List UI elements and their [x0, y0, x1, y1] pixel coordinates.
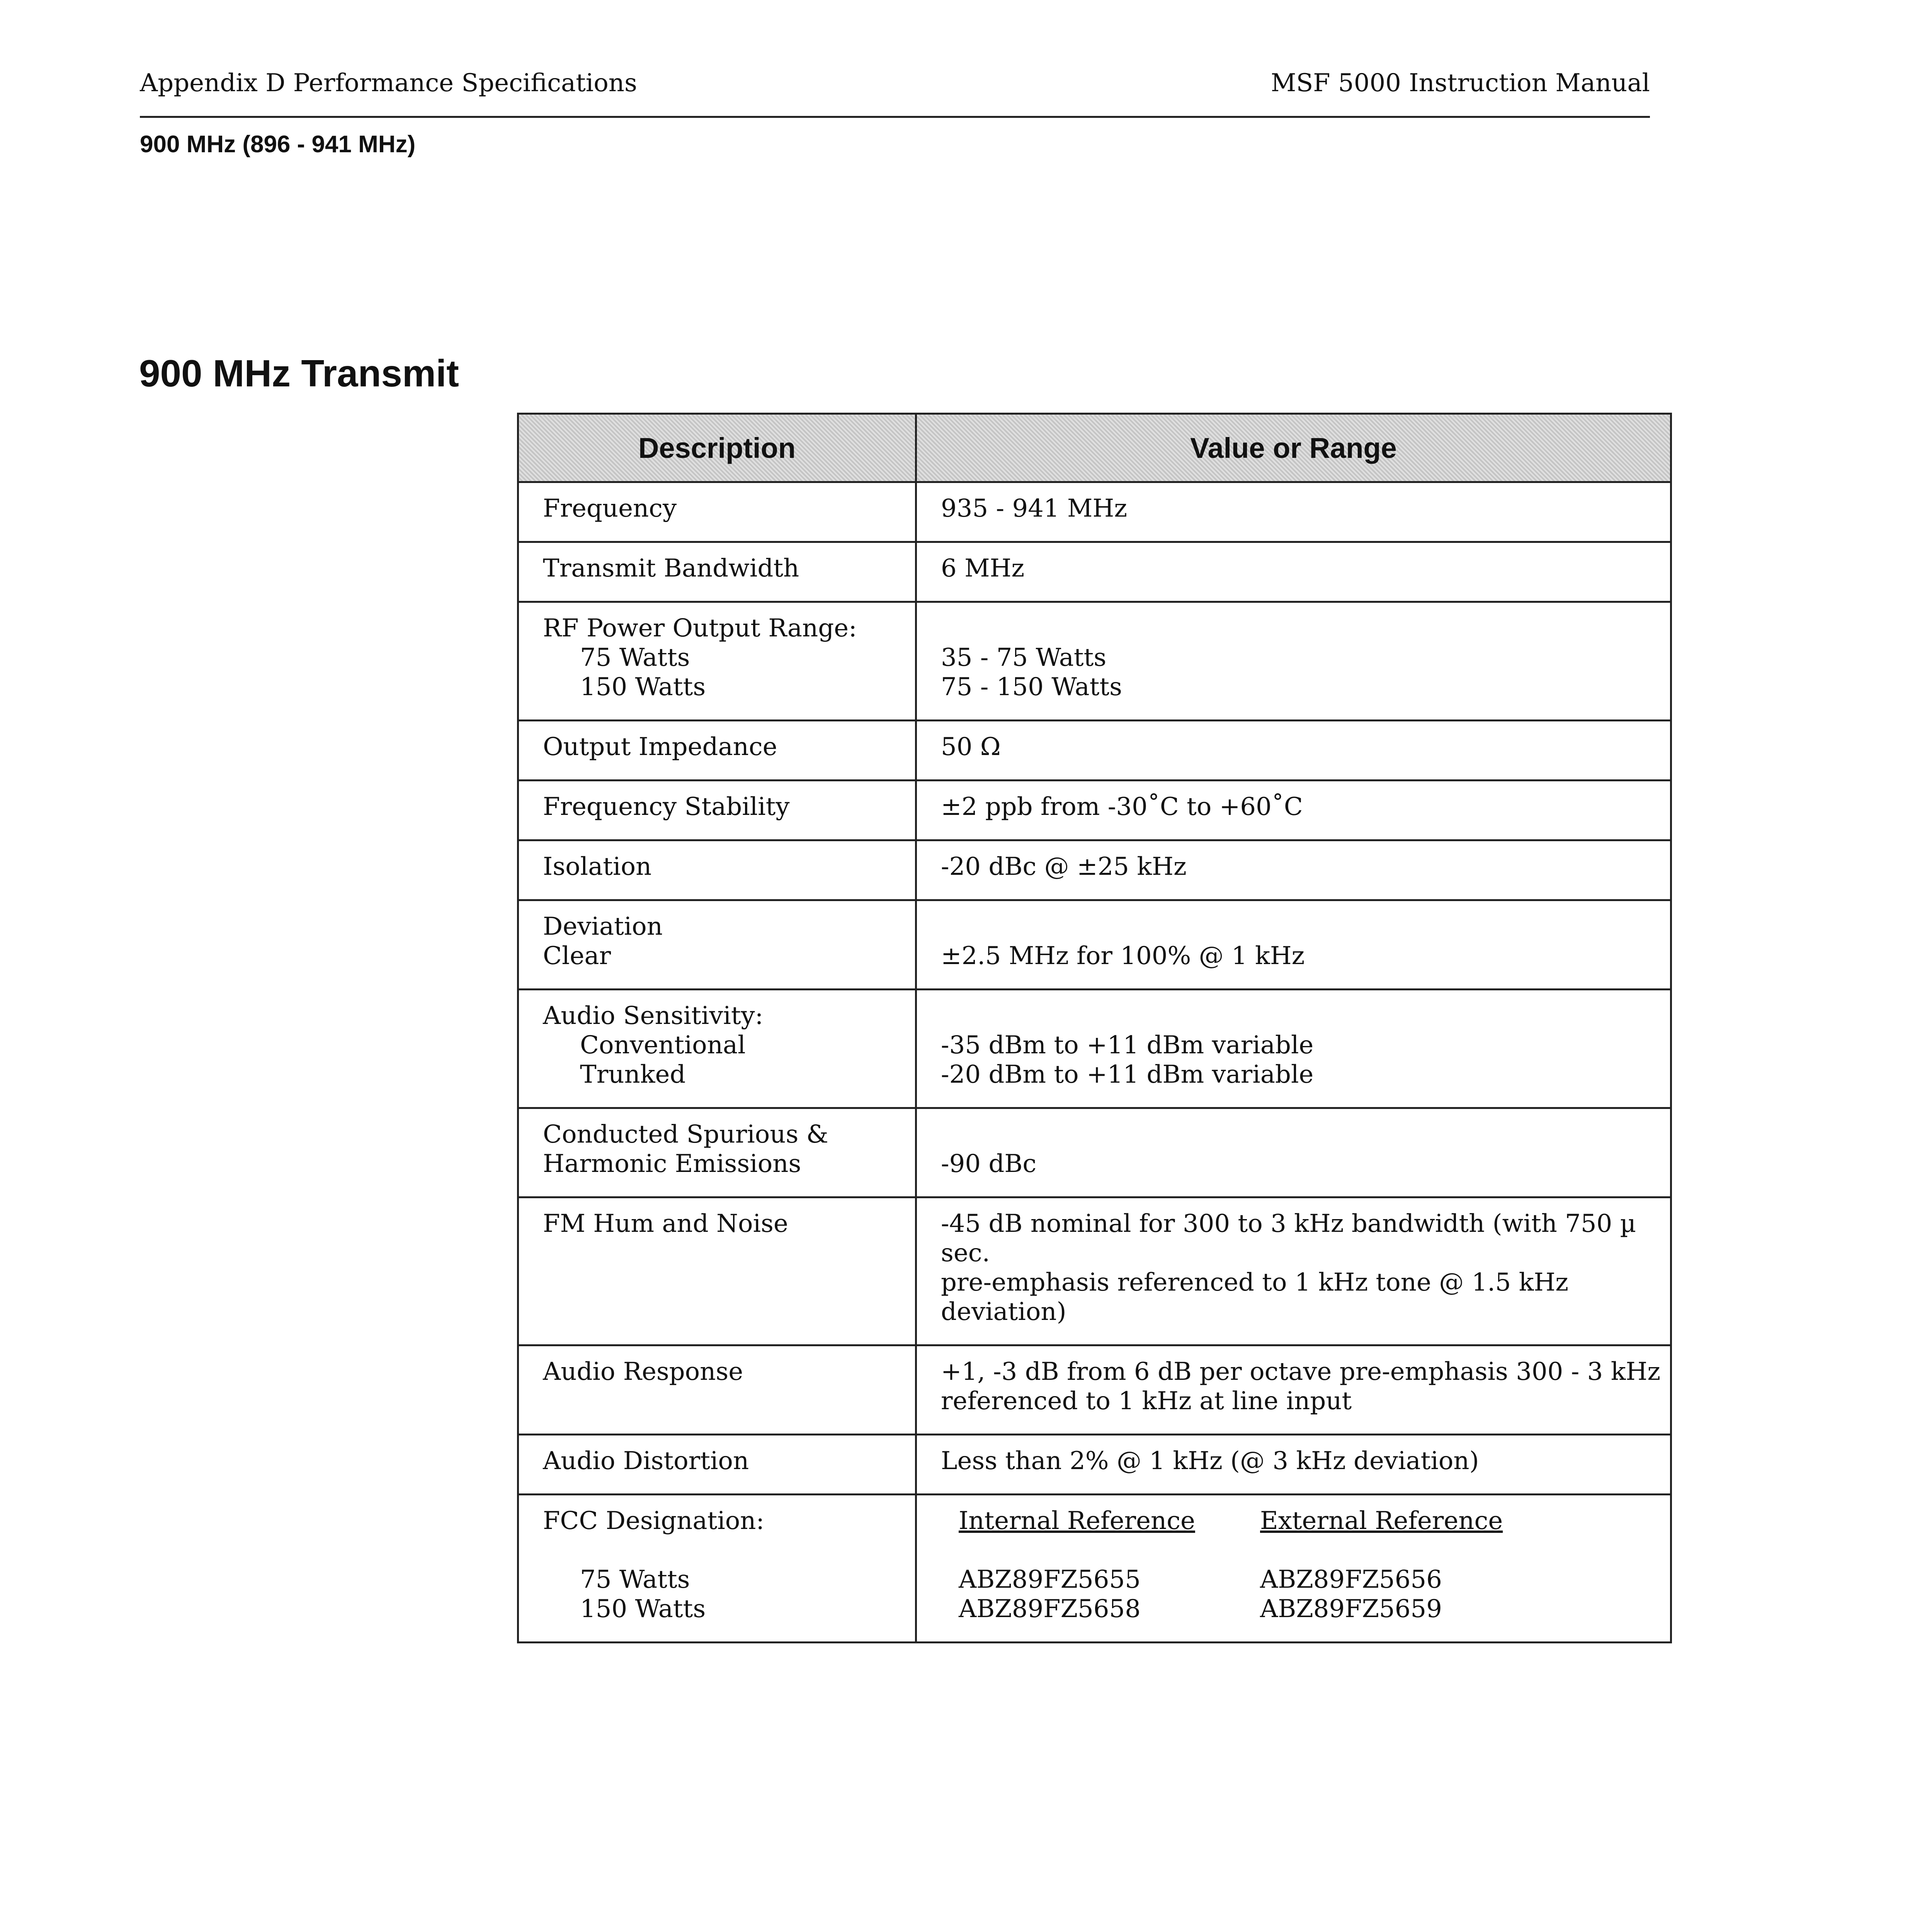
cell-desc — [518, 781, 916, 840]
desc-text: Clear — [543, 942, 611, 970]
desc-text: Frequency — [543, 494, 677, 523]
value-text: pre-emphasis referenced to 1 kHz tone @ 1.5 kHz deviation) — [941, 1268, 1568, 1326]
cell-desc — [518, 482, 916, 542]
desc-sub: 150 Watts — [580, 1595, 706, 1623]
value-text: +1, -3 dB from 6 dB per octave pre-emphasis 300 - 3 kHz — [941, 1357, 1661, 1386]
cell-desc — [518, 1495, 916, 1643]
fcc-internal-value: ABZ89FZ5655 — [959, 1565, 1141, 1594]
spec-table — [517, 413, 1672, 1643]
row-spurious — [518, 1108, 1671, 1197]
header-rule — [140, 116, 1650, 118]
cell-value — [916, 900, 1671, 990]
header-value: Value or Range — [916, 414, 1671, 482]
desc-sub: Trunked — [580, 1060, 686, 1089]
desc-text: Audio Distortion — [543, 1447, 749, 1475]
row-rf-power — [518, 602, 1671, 721]
cell-desc — [518, 900, 916, 990]
desc-text: Transmit Bandwidth — [543, 554, 799, 583]
cell-value — [916, 1435, 1671, 1495]
desc-text: Conducted Spurious & — [543, 1120, 828, 1149]
desc-text: Audio Response — [543, 1357, 743, 1386]
cell-desc — [518, 542, 916, 602]
value-text: ±2.5 MHz for 100% @ 1 kHz — [941, 942, 1305, 970]
value-text: -45 dB nominal for 300 to 3 kHz bandwidth (with 750 µ sec. — [941, 1209, 1636, 1267]
fcc-internal-header: Internal Reference — [959, 1507, 1195, 1535]
row-audio-sensitivity — [518, 990, 1671, 1108]
value-text: -20 dBc @ ±25 kHz — [941, 852, 1187, 881]
cell-value — [916, 1495, 1671, 1643]
fcc-external-header: External Reference — [1260, 1507, 1503, 1535]
cell-value — [916, 542, 1671, 602]
value-text: ±2 ppb from -30˚C to +60˚C — [941, 793, 1303, 821]
desc-sub: 75 Watts — [580, 1565, 690, 1594]
desc-sub: 150 Watts — [580, 673, 706, 701]
cell-value — [916, 602, 1671, 721]
value-text: -35 dBm to +11 dBm variable — [941, 1031, 1314, 1060]
cell-value — [916, 1197, 1671, 1345]
row-bandwidth — [518, 542, 1671, 602]
fcc-grid — [941, 1506, 1670, 1624]
row-fcc — [518, 1495, 1671, 1643]
cell-value — [916, 781, 1671, 840]
cell-desc — [518, 1197, 916, 1345]
header-right: MSF 5000 Instruction Manual — [1270, 69, 1650, 97]
value-text: 6 MHz — [941, 554, 1025, 583]
header-left: Appendix D Performance Specifications — [140, 69, 637, 97]
cell-desc — [518, 602, 916, 721]
value-text: 935 - 941 MHz — [941, 494, 1128, 523]
row-deviation — [518, 900, 1671, 990]
desc-text: FM Hum and Noise — [543, 1209, 788, 1238]
desc-text: Harmonic Emissions — [543, 1150, 801, 1178]
value-text: -90 dBc — [941, 1150, 1037, 1178]
cell-desc — [518, 1345, 916, 1435]
desc-text: Audio Sensitivity: — [543, 1002, 764, 1030]
row-audio-distortion — [518, 1435, 1671, 1495]
value-text: -20 dBm to +11 dBm variable — [941, 1060, 1314, 1089]
cell-desc — [518, 840, 916, 900]
row-stability — [518, 781, 1671, 840]
fcc-external-value: ABZ89FZ5659 — [1260, 1595, 1442, 1623]
fcc-external-value: ABZ89FZ5656 — [1260, 1565, 1442, 1594]
table-header-row — [518, 414, 1671, 482]
cell-desc — [518, 990, 916, 1108]
header-description: Description — [518, 414, 916, 482]
desc-text: RF Power Output Range: — [543, 614, 857, 643]
cell-desc — [518, 1435, 916, 1495]
value-text: 75 - 150 Watts — [941, 673, 1122, 701]
desc-text: Frequency Stability — [543, 793, 790, 821]
value-text: referenced to 1 kHz at line input — [941, 1387, 1352, 1415]
page-title: 900 MHz Transmit — [139, 352, 459, 395]
section-label: 900 MHz (896 - 941 MHz) — [140, 131, 416, 158]
value-text: 35 - 75 Watts — [941, 643, 1107, 672]
cell-value — [916, 1345, 1671, 1435]
row-isolation — [518, 840, 1671, 900]
row-audio-response — [518, 1345, 1671, 1435]
desc-sub: 75 Watts — [580, 643, 690, 672]
value-text: Less than 2% @ 1 kHz (@ 3 kHz deviation) — [941, 1447, 1479, 1475]
cell-value — [916, 482, 1671, 542]
desc-text: Output Impedance — [543, 733, 777, 761]
row-impedance — [518, 721, 1671, 781]
cell-value — [916, 840, 1671, 900]
fcc-internal-value: ABZ89FZ5658 — [959, 1595, 1141, 1623]
cell-desc — [518, 1108, 916, 1197]
cell-value — [916, 1108, 1671, 1197]
value-text: 50 Ω — [941, 733, 1001, 761]
desc-text: FCC Designation: — [543, 1507, 765, 1535]
desc-text: Isolation — [543, 852, 652, 881]
cell-desc — [518, 721, 916, 781]
cell-value — [916, 721, 1671, 781]
row-frequency — [518, 482, 1671, 542]
row-hum-noise — [518, 1197, 1671, 1345]
desc-text: Deviation — [543, 912, 663, 941]
cell-value — [916, 990, 1671, 1108]
desc-sub: Conventional — [580, 1031, 746, 1060]
